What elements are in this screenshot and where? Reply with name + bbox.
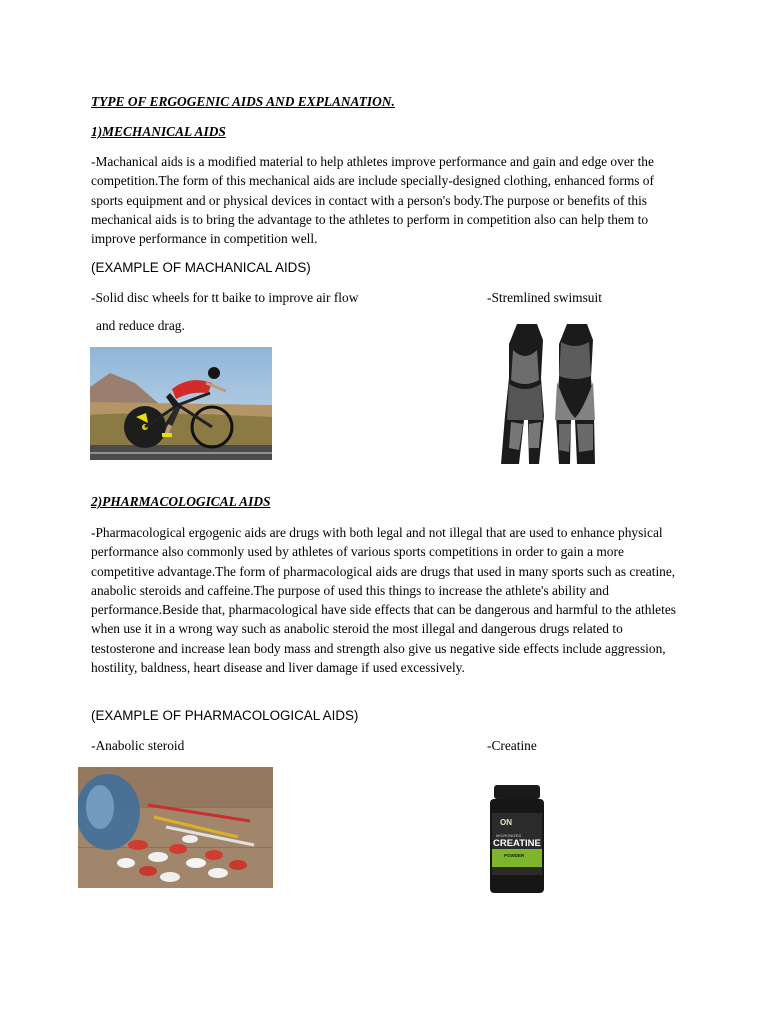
section-body-mechanical: -Machanical aids is a modified material to help athletes improve performance and gain and edge over the competition.The form of this mechanical aids are include specially-designed clothing, enhanced forms of sports equipment and or physical devices in contact with a person's body.The purpose or benefits of this mechanical aids is to bring the advantage to the athletes to perform in competition also can help them to improve performance in competition well. (91, 154, 654, 247)
caption-creatine: -Creatine (487, 738, 537, 753)
example-title-pharmacological: (EXAMPLE OF PHARMACOLOGICAL AIDS) (91, 708, 359, 723)
example-title-mechanical: (EXAMPLE OF MACHANICAL AIDS) (91, 260, 311, 275)
creatine-illustration (488, 783, 546, 895)
document-title: TYPE OF ERGOGENIC AIDS AND EXPLANATION. (91, 94, 395, 109)
creatine-name-text: CREATINE (493, 838, 541, 849)
cyclist-illustration (90, 347, 272, 460)
creatine-image (488, 783, 546, 895)
creatine-brand-text: ON (500, 818, 512, 827)
cyclist-image (90, 347, 272, 460)
creatine-micronized-text: MICRONIZED (496, 833, 522, 838)
caption-disc-wheel: -Solid disc wheels for tt baike to improve air flow (91, 290, 359, 305)
pills-illustration (78, 767, 273, 888)
section-body-pharmacological: -Pharmacological ergogenic aids are drugs with both legal and not illegal that are used to enhance physical performance also commonly used by athletes of various sports competitions in order to gain a more competitive advantage.The form of pharmacological aids are drugs that used in many sports such as creatine, anabolic steroids and caffeine.The purpose of used this things to increase the athlete's ability and performance.Beside that, pharmacological have side effects that can be dangerous and harmful to the athletes when use it in a wrong way such as anabolic steroid the most illegal and dangerous drugs related to testosterone and increase lean body mass and strength also give us negative side effects include aggression, hostility, baldness, heart disease and liver damage if used excessively. (91, 525, 676, 676)
swimsuit-image (495, 320, 605, 468)
section-heading-mechanical: 1)MECHANICAL AIDS (91, 124, 226, 139)
caption-anabolic-steroid: -Anabolic steroid (91, 738, 185, 753)
caption-swimsuit: -Stremlined swimsuit (487, 290, 602, 305)
swimsuit-illustration (495, 320, 605, 468)
pills-image (78, 767, 273, 888)
section-heading-pharmacological: 2)PHARMACOLOGICAL AIDS (91, 494, 271, 509)
creatine-powder-text: POWDER (504, 853, 525, 858)
caption-disc-wheel-cont: and reduce drag. (96, 318, 185, 333)
